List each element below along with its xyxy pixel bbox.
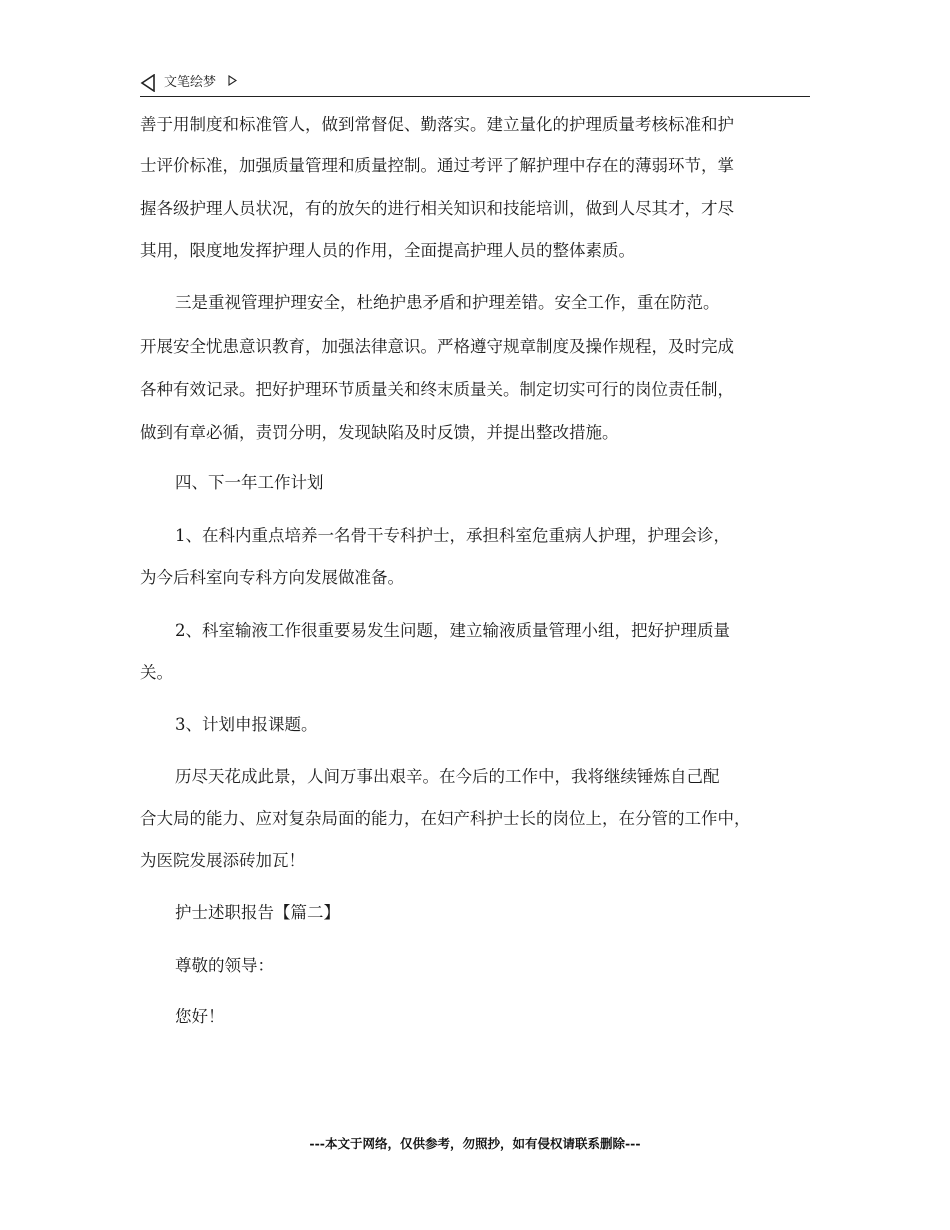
- body-line: 1、在科内重点培养一名骨干专科护士，承担科室危重病人护理，护理会诊，: [175, 526, 730, 545]
- body-line: 为今后科室向专科方向发展做准备。: [140, 568, 404, 587]
- greeting: 您好！: [175, 1007, 225, 1026]
- body-line: 其用，限度地发挥护理人员的作用，全面提高护理人员的整体素质。: [140, 241, 635, 260]
- body-line: 善于用制度和标准管人，做到常督促、勤落实。建立量化的护理质量考核标准和护: [140, 115, 734, 134]
- header-divider: [140, 96, 810, 97]
- body-line: 为医院发展添砖加瓦！: [140, 851, 305, 870]
- body-line: 历尽天花成此景，人间万事出艰辛。在今后的工作中，我将继续锤炼自己配: [175, 767, 720, 786]
- section-heading: 护士述职报告【篇二】: [175, 903, 340, 922]
- body-line: 三是重视管理护理安全，杜绝护患矛盾和护理差错。安全工作，重在防范。: [175, 293, 720, 312]
- page-header: [140, 72, 810, 98]
- body-line: 握各级护理人员状况，有的放矢的进行相关知识和技能培训，做到人尽其才，才尽: [140, 199, 734, 218]
- body-line: 各种有效记录。把好护理环节质量关和终末质量关。制定切实可行的岗位责任制，: [140, 380, 734, 399]
- section-heading: 四、下一年工作计划: [175, 473, 324, 492]
- body-line: 关。: [140, 663, 173, 682]
- body-line: 3、计划申报课题。: [175, 715, 318, 734]
- body-line: 2、科室输液工作很重要易发生问题，建立输液质量管理小组，把好护理质量: [175, 621, 730, 640]
- body-line: 做到有章必循，责罚分明，发现缺陷及时反馈，并提出整改措施。: [140, 423, 619, 442]
- page-footer-disclaimer: ---本文于网络，仅供参考，勿照抄，如有侵权请联系删除---: [309, 1136, 641, 1151]
- header-title: 文笔绘梦: [164, 75, 217, 90]
- body-line: 开展安全忧患意识教育，加强法律意识。严格遵守规章制度及操作规程，及时完成: [140, 337, 734, 356]
- body-line: 士评价标准，加强质量管理和质量控制。通过考评了解护理中存在的薄弱环节，掌: [140, 156, 734, 175]
- triangle-left-outline-icon: [140, 74, 156, 92]
- body-line: 合大局的能力、应对复杂局面的能力，在妇产科护士长的岗位上，在分管的工作中，: [140, 809, 751, 828]
- triangle-right-outline-icon: [228, 75, 237, 86]
- salutation: 尊敬的领导：: [175, 956, 274, 975]
